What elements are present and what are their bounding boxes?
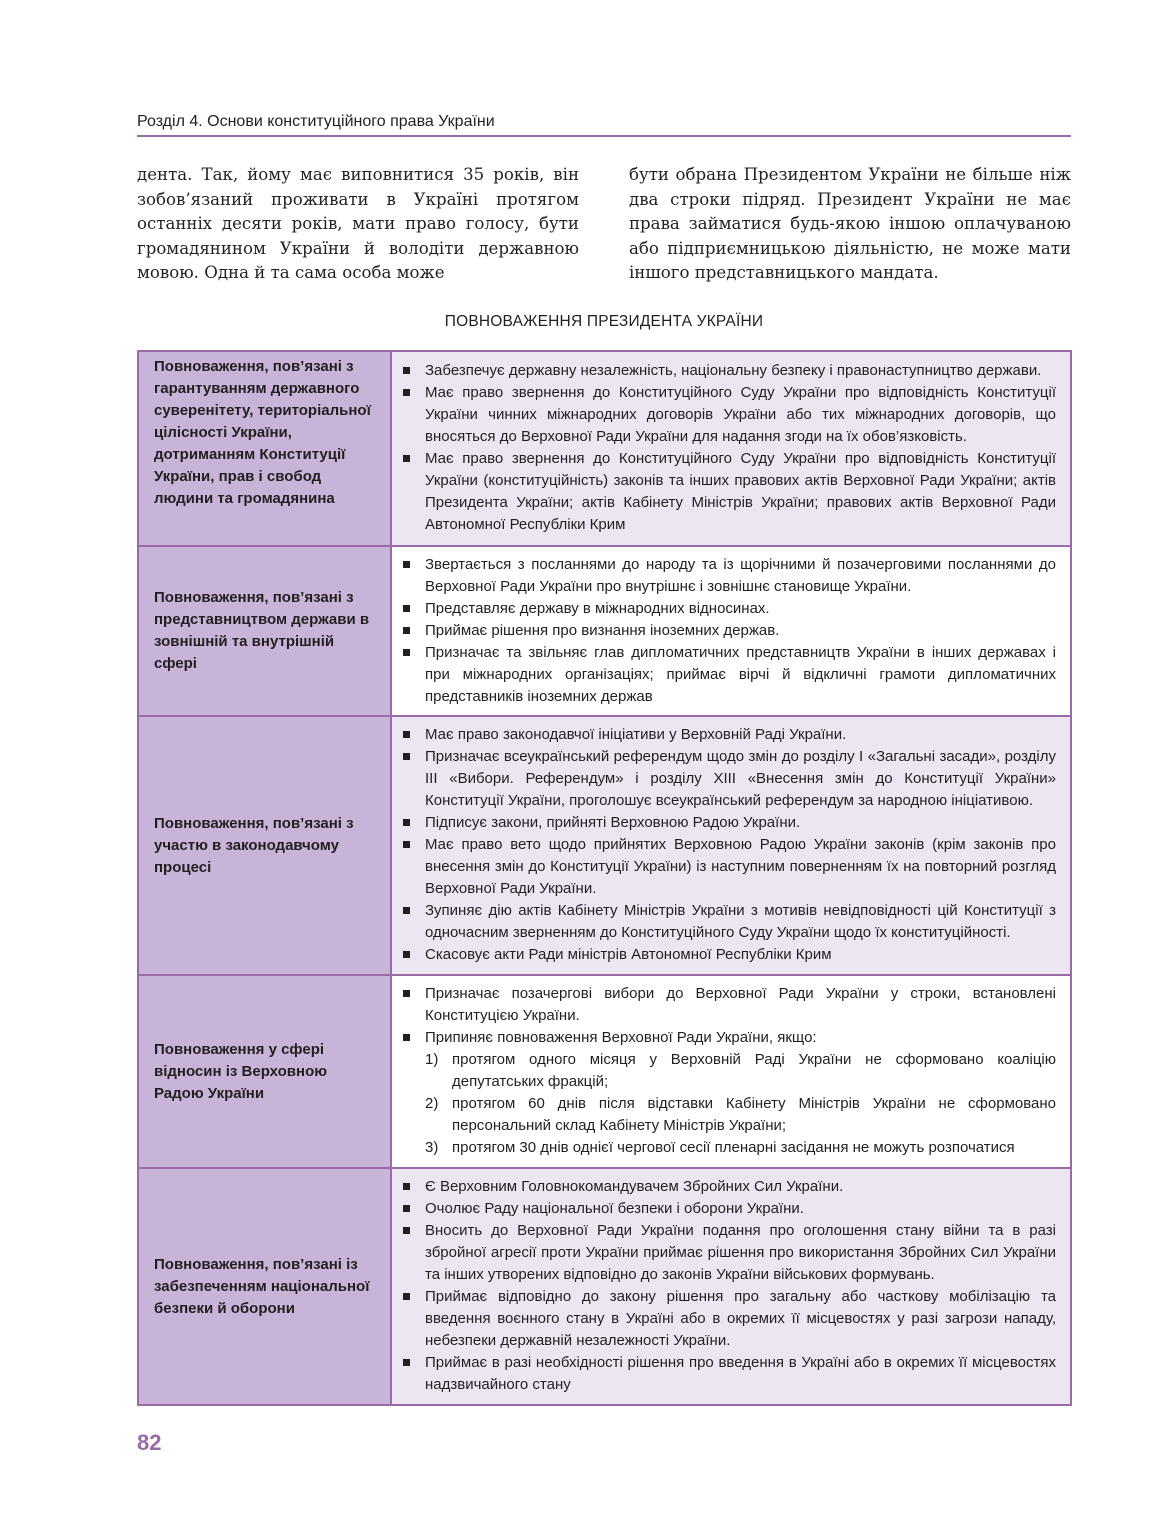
square-bullet-icon [403,561,410,568]
power-text: Зупиняє дію актів Кабінету Міністрів України з мотивів невідповідності цій Конституції з одночасним зверненням до Конституційного Суду України щодо їх конституційності. [425,902,1056,941]
table-row [138,716,1071,975]
power-text: Звертається з посланнями до народу та із щорічними й позачерговими посланнями до Верховної Ради України про внутрішнє і зовнішнє становище України. [425,555,1056,595]
power-item [403,1220,1056,1286]
power-text: Скасовує акти Ради міністрів Автономної Республіки Крим [425,946,832,963]
items-cell [391,1168,1071,1405]
power-text: Підписує закони, прийняті Верховною Радою України. [425,814,801,831]
power-item [403,812,1056,834]
square-bullet-icon [403,1293,410,1300]
condition-number: 3) [425,1139,439,1156]
square-bullet-icon [403,605,410,612]
square-bullet-icon [403,731,410,738]
power-item [403,382,1056,448]
power-list [403,1176,1056,1396]
power-item [403,746,1056,812]
square-bullet-icon [403,819,410,826]
square-bullet-icon [403,753,410,760]
square-bullet-icon [403,1359,410,1366]
power-item [403,1198,1056,1220]
items-cell [391,975,1071,1168]
power-text: Приймає в разі необхідності рішення про введення в Україні або в окремих її місцевостях надзвичайного стану [425,1354,1056,1393]
power-item [403,724,1056,746]
condition-item [425,1093,1056,1137]
condition-text: протягом 30 днів однієї чергової сесії пленарні засідання не можуть розпочатися [452,1139,1015,1156]
category-cell: Повноваження, пов’язані з представництвом держави в зовнішній та внутрішній сфері [138,546,391,716]
square-bullet-icon [403,907,410,914]
condition-item [425,1137,1056,1159]
power-list [403,360,1056,536]
condition-list [425,1049,1056,1159]
square-bullet-icon [403,455,410,462]
power-item [403,983,1056,1027]
power-text: Призначає всеукраїнський референдум щодо змін до розділу I «Загальні засади», розділу III «Вибори. Референдум» і розділу XIII «Внесення змін до Конституції України» Конституції України, проголошує всеукраїнський референдум за народною ініціативою. [425,748,1056,809]
power-item [403,1352,1056,1396]
condition-number: 2) [425,1095,439,1112]
category-cell: Повноваження у сфері відносин із Верховною Радою України [138,975,391,1168]
power-text: Є Верховним Головнокомандувачем Збройних Сил України. [425,1178,844,1195]
power-item [403,448,1056,536]
square-bullet-icon [403,1227,410,1234]
power-item [403,944,1056,966]
table-row [138,975,1071,1168]
square-bullet-icon [403,990,410,997]
condition-text: протягом одного місяця у Верховній Раді України не сформовано коаліцію депутатських фракцій; [452,1051,1056,1090]
square-bullet-icon [403,841,410,848]
powers-table [137,350,1072,1406]
category-cell: Повноваження, пов’язані з участю в законодавчому процесі [138,716,391,975]
power-item [403,642,1056,708]
items-cell [391,546,1071,716]
power-text: Забезпечує державну незалежність, національну безпеку і правонаступництво держави. [425,362,1042,379]
power-item [403,620,1056,642]
intro-paragraph-right: бути обрана Президентом України не більше ніж два строки підряд. Президент України не має права займатися будь-якою іншою оплачуваною або підприємницькою діяльністю, не може мати іншого представницького мандата. [629,165,1071,282]
category-cell: Повноваження, пов’язані з гарантуванням державного суверенітету, територіальної цілісності України, дотриманням Конституції України, прав і свобод людини та громадянина [138,351,391,546]
power-item [403,1286,1056,1352]
square-bullet-icon [403,649,410,656]
power-list [403,983,1056,1159]
square-bullet-icon [403,1205,410,1212]
condition-item [425,1049,1056,1093]
running-header: Розділ 4. Основи конституційного права України [137,113,495,130]
table-title: ПОВНОВАЖЕННЯ ПРЕЗИДЕНТА УКРАЇНИ [444,313,764,330]
power-list [403,724,1056,966]
power-item [403,1176,1056,1198]
square-bullet-icon [403,951,410,958]
table-row [138,351,1071,546]
condition-text: протягом 60 днів після відставки Кабінету Міністрів України не сформовано персональний склад Кабінету Міністрів України; [452,1095,1056,1134]
items-cell [391,716,1071,975]
power-text: Призначає позачергові вибори до Верховної Ради України у строки, встановлені Конституцією України. [425,985,1056,1024]
condition-number: 1) [425,1051,439,1068]
category-cell: Повноваження, пов’язані із забезпеченням національної безпеки й оборони [138,1168,391,1405]
power-text: Представляє державу в міжнародних відносинах. [425,599,770,617]
table-row [138,546,1071,716]
power-text: Припиняє повноваження Верховної Ради України, якщо: [425,1029,817,1046]
power-text: Очолює Раду національної безпеки і оборони України. [425,1200,804,1217]
power-item [403,1027,1056,1159]
table-row [138,1168,1071,1405]
power-text: Приймає відповідно до закону рішення про загальну або часткову мобілізацію та введення воєнного стану в Україні або в окремих її місцевостях у разі загрози нападу, небезпеки державній незалежності України. [425,1288,1056,1349]
power-text: Має право звернення до Конституційного Суду України про відповідність Конституції України чинних міжнародних договорів України або тих міжнародних договорів, що вносяться до Верховної Ради України для надання згоди на їх обов’язковість. [425,384,1056,445]
square-bullet-icon [403,367,410,374]
page-number: 82 [137,1430,162,1455]
square-bullet-icon [403,627,410,634]
power-text: Призначає та звільняє глав дипломатичних представництв України в інших державах і при міжнародних організаціях; приймає вірчі й відкличні грамоти дипломатичних представників іноземних держав [425,643,1056,705]
power-item [403,360,1056,382]
power-list [403,554,1056,708]
power-item [403,598,1056,620]
intro-paragraph-left: дента. Так, йому має виповнитися 35 років, він зобов’язаний проживати в Україні протягом останніх десяти років, мати право голосу, бути громадянином України й володіти державною мовою. Одна й та сама особа може [137,165,579,282]
items-cell [391,351,1071,546]
square-bullet-icon [403,389,410,396]
power-item [403,554,1056,598]
power-text: Має право законодавчої ініціативи у Верховній Раді України. [425,726,847,743]
power-text: Має право вето щодо прийнятих Верховною Радою України законів (крім законів про внесення змін до Конституції України) із наступним поверненням їх на повторний розгляд Верховної Ради України. [425,836,1056,897]
power-text: Вносить до Верховної Ради України подання про оголошення стану війни та в разі збройної агресії проти України приймає рішення про використання Збройних Сил України та інших утворених відповідно до законів України військових формувань. [425,1222,1056,1283]
square-bullet-icon [403,1183,410,1190]
power-text: Має право звернення до Конституційного Суду України про відповідність Конституції України (конституційність) законів та інших правових актів Верховної Ради України; актів Президента України; актів Кабінету Міністрів України; правових актів Верховної Ради Автономної Республіки Крим [425,450,1056,533]
power-item [403,900,1056,944]
power-text: Приймає рішення про визнання іноземних держав. [425,621,780,639]
square-bullet-icon [403,1034,410,1041]
header-divider [137,135,1071,137]
power-item [403,834,1056,900]
